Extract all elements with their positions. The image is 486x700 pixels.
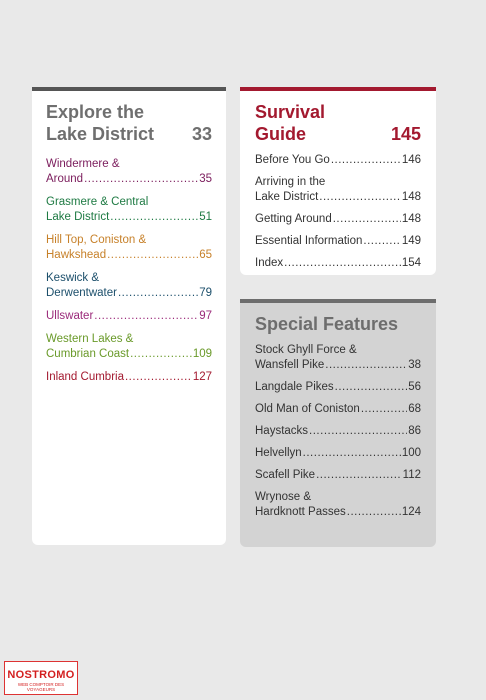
- dot-leader: [130, 347, 192, 362]
- special-entry-page-number: 124: [401, 506, 421, 518]
- dot-leader: [94, 309, 198, 324]
- survival-entry-title-line: Arriving in the: [255, 176, 326, 188]
- explore-entry-title-line: Western Lakes &: [46, 333, 134, 345]
- explore-entry[interactable]: [46, 309, 212, 324]
- dot-leader: [303, 446, 401, 461]
- survival-entry-title-line: Lake District: [255, 191, 319, 203]
- dot-leader: [363, 234, 400, 249]
- explore-entry-title-line: Inland Cumbria: [46, 371, 124, 383]
- explore-entry-title-line: Hawkshead: [46, 249, 107, 261]
- special-entry[interactable]: [255, 424, 421, 439]
- survival-entry[interactable]: [255, 212, 421, 227]
- survival-entry-title-line: Index: [255, 257, 284, 269]
- explore-entry-list: [46, 157, 212, 385]
- survival-entry-title-line: Getting Around: [255, 213, 332, 225]
- dot-leader: [335, 380, 408, 395]
- dot-leader: [125, 370, 192, 385]
- explore-section: [32, 87, 226, 545]
- special-entry-page-number: 112: [402, 469, 421, 481]
- special-entry[interactable]: [255, 468, 421, 483]
- explore-heading: [46, 101, 212, 145]
- special-entry-page-number: 38: [408, 359, 421, 371]
- special-entry[interactable]: [255, 402, 421, 417]
- explore-entry-page-number: 35: [199, 173, 212, 185]
- special-entry-title-line: Wrynose &: [255, 491, 312, 503]
- logo-name: NOSTROMO: [7, 669, 75, 681]
- special-features-section: [240, 299, 436, 547]
- explore-entry-page-number: 97: [199, 310, 212, 322]
- dot-leader: [361, 402, 407, 417]
- special-entry[interactable]: [255, 490, 421, 520]
- survival-entry-page-number: 146: [401, 154, 421, 166]
- special-entry-list: [255, 343, 421, 520]
- special-entry-title-line: Helvellyn: [255, 447, 302, 459]
- dot-leader: [333, 212, 401, 227]
- special-entry-page-number: 100: [401, 447, 421, 459]
- explore-title-line-2: Lake District: [46, 124, 155, 144]
- dot-leader: [284, 256, 401, 271]
- special-heading: Special Features: [255, 314, 399, 334]
- explore-entry-page-number: 109: [192, 348, 212, 360]
- explore-entry-title-line: Windermere &: [46, 158, 120, 170]
- explore-entry-page-number: 79: [199, 287, 212, 299]
- explore-entry-page-number: 51: [199, 211, 212, 223]
- explore-entry-page-number: 127: [192, 371, 212, 383]
- survival-title-line-2: Guide: [255, 124, 307, 144]
- explore-page-number: 33: [191, 124, 212, 144]
- special-entry-title-line: Hardknott Passes: [255, 506, 346, 518]
- explore-entry[interactable]: [46, 195, 212, 225]
- special-entry-title-line: Stock Ghyll Force &: [255, 344, 357, 356]
- explore-entry-page-number: 65: [199, 249, 212, 261]
- explore-entry-title-line: Lake District: [46, 211, 110, 223]
- special-entry-page-number: 86: [408, 425, 421, 437]
- explore-entry-title-line: Ullswater: [46, 310, 94, 322]
- dot-leader: [110, 210, 198, 225]
- nostromo-logo: [4, 661, 78, 695]
- survival-entry-title-line: Before You Go: [255, 154, 330, 166]
- dot-leader: [84, 172, 198, 187]
- dot-leader: [316, 468, 402, 483]
- special-entry-page-number: 56: [408, 381, 421, 393]
- explore-entry-title-line: Around: [46, 173, 84, 185]
- explore-entry-title-line: Hill Top, Coniston &: [46, 234, 147, 246]
- special-entry-title-line: Old Man of Coniston: [255, 403, 360, 415]
- special-entry-title-line: Wansfell Pike: [255, 359, 325, 371]
- explore-entry[interactable]: [46, 370, 212, 385]
- survival-entry-page-number: 148: [401, 213, 421, 225]
- explore-entry-title-line: Cumbrian Coast: [46, 348, 130, 360]
- dot-leader: [107, 248, 198, 263]
- survival-entry-page-number: 154: [401, 257, 421, 269]
- explore-entry[interactable]: [46, 332, 212, 362]
- logo-tagline: WEB COMPTOIR DES VOYAGEURS: [17, 682, 65, 692]
- special-entry-page-number: 68: [408, 403, 421, 415]
- survival-guide-section: [240, 87, 436, 275]
- explore-entry-title-line: Keswick &: [46, 272, 100, 284]
- explore-entry[interactable]: [46, 271, 212, 301]
- dot-leader: [325, 358, 407, 373]
- special-entry[interactable]: [255, 446, 421, 461]
- survival-entry-page-number: 149: [401, 235, 421, 247]
- dot-leader: [331, 153, 401, 168]
- survival-page-number: 145: [390, 124, 421, 144]
- dot-leader: [309, 424, 407, 439]
- survival-entry[interactable]: [255, 256, 421, 271]
- survival-entry[interactable]: [255, 153, 421, 168]
- dot-leader: [319, 190, 401, 205]
- dot-leader: [347, 505, 401, 520]
- survival-entry-page-number: 148: [401, 191, 421, 203]
- survival-entry-title-line: Essential Information: [255, 235, 363, 247]
- explore-title-line-1: Explore the: [46, 102, 145, 122]
- explore-entry-title-line: Derwentwater: [46, 287, 117, 299]
- explore-entry[interactable]: [46, 157, 212, 187]
- special-entry-title-line: Scafell Pike: [255, 469, 316, 481]
- survival-title-line-1: Survival: [255, 102, 326, 122]
- survival-entry[interactable]: [255, 175, 421, 205]
- special-entry[interactable]: [255, 380, 421, 395]
- special-entry-title-line: Haystacks: [255, 425, 309, 437]
- explore-entry-title-line: Grasmere & Central: [46, 196, 149, 208]
- survival-heading: [255, 101, 421, 145]
- special-entry[interactable]: [255, 343, 421, 373]
- dot-leader: [118, 286, 198, 301]
- survival-entry[interactable]: [255, 234, 421, 249]
- survival-entry-list: [255, 153, 421, 271]
- special-entry-title-line: Langdale Pikes: [255, 381, 334, 393]
- explore-entry[interactable]: [46, 233, 212, 263]
